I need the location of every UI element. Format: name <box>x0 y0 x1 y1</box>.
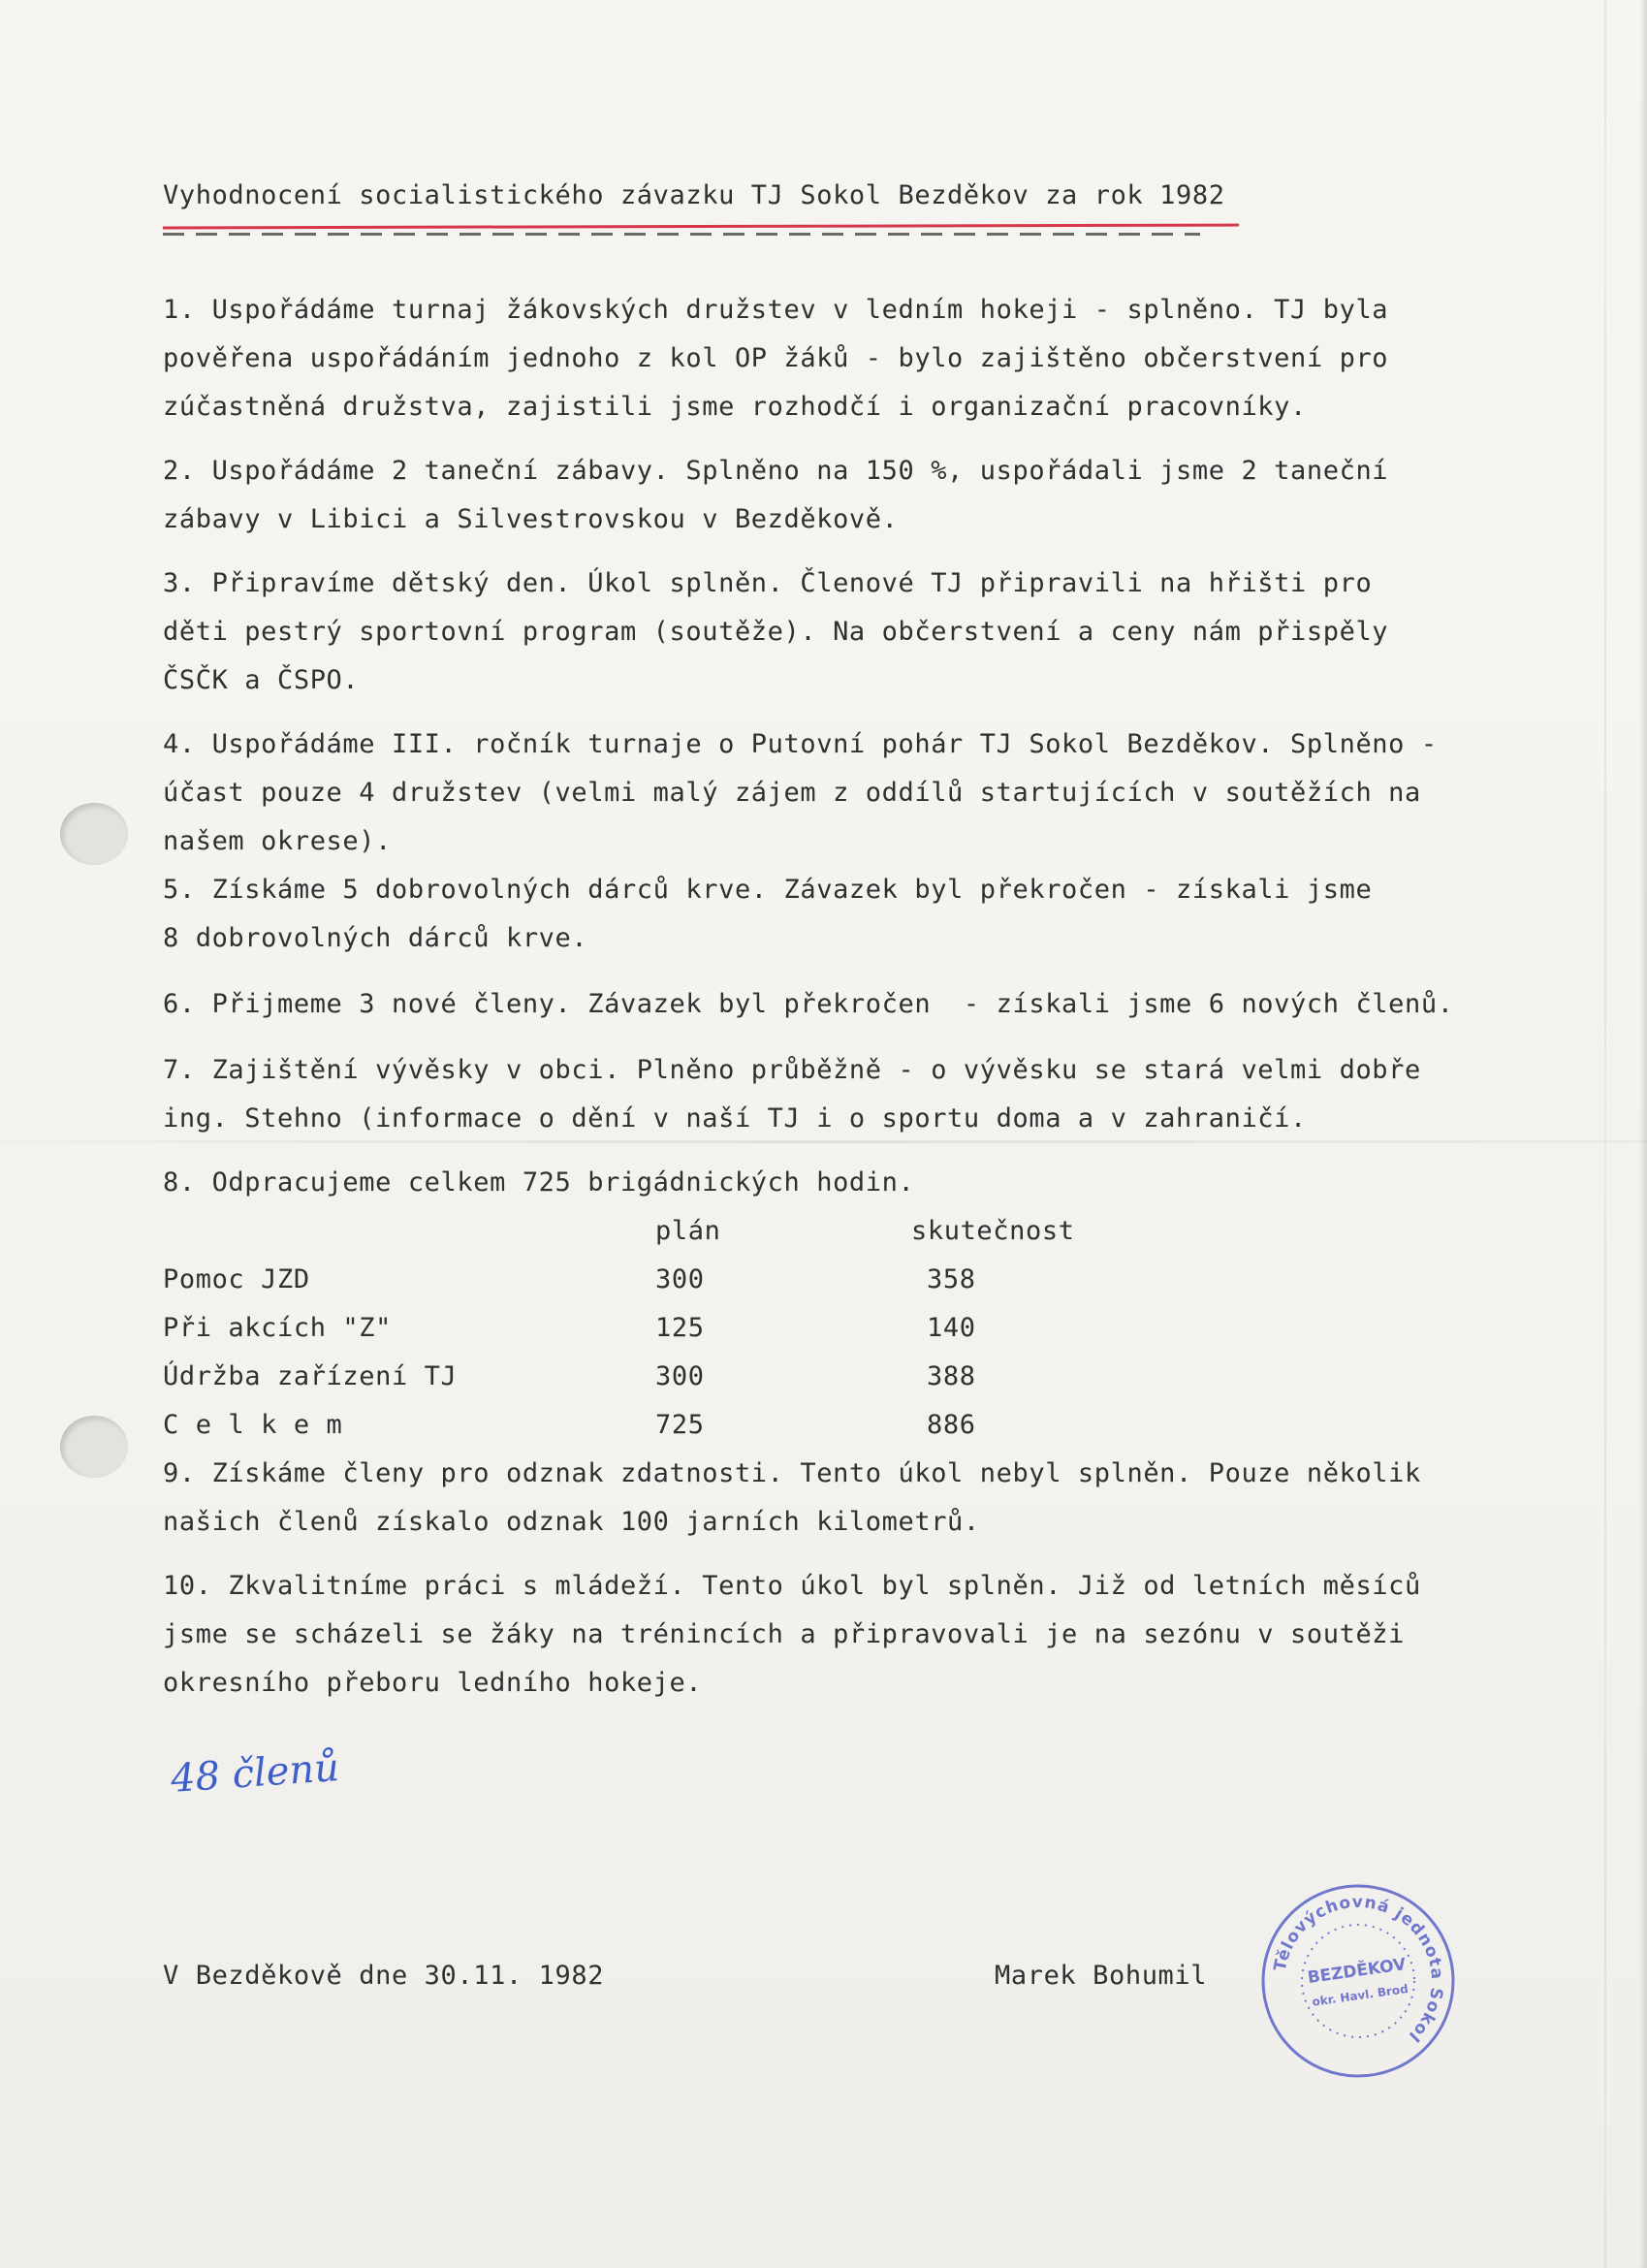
table-row-actual: 140 <box>927 1313 976 1343</box>
item-7-line-2: ing. Stehno (informace o dění v naší TJ i o sportu doma a v zahraničí. <box>163 1103 1307 1134</box>
handwritten-note: 48 členů <box>169 1744 341 1803</box>
title-underline-red <box>163 224 1239 230</box>
signature-name: Marek Bohumil <box>995 1961 1208 1991</box>
item-6-line-1: 6. Přijmeme 3 nové členy. Závazek byl překročen - získali jsme 6 nových členů. <box>163 989 1454 1019</box>
item-5-line-1: 5. Získáme 5 dobrovolných dárců krve. Závazek byl překročen - získali jsme <box>163 875 1373 905</box>
paper-fold-horizontal <box>0 1140 1647 1143</box>
punch-hole-bottom <box>60 1416 128 1478</box>
stamp-center-line-1: BEZDĚKOV <box>1306 1955 1408 1989</box>
table-header-actual: skutečnost <box>911 1216 1075 1246</box>
paper-edge-shadow <box>1639 0 1647 2268</box>
item-2-line-1: 2. Uspořádáme 2 taneční zábavy. Splněno na 150 %, uspořádali jsme 2 taneční <box>163 456 1389 486</box>
table-row-actual: 358 <box>927 1264 976 1294</box>
item-2-line-2: zábavy v Libici a Silvestrovskou v Bezděkově. <box>163 504 899 534</box>
table-row-plan: 125 <box>655 1313 705 1343</box>
item-10-line-1: 10. Zkvalitníme práci s mládeží. Tento úkol byl splněn. Již od letních měsíců <box>163 1571 1421 1601</box>
stamp-ring-text: Tělovýchovná jednota Sokol <box>1270 1892 1447 2047</box>
item-8-line-1: 8. Odpracujeme celkem 725 brigádnických hodin. <box>163 1167 915 1198</box>
item-1-line-1: 1. Uspořádáme turnaj žákovských družstev v ledním hokeji - splněno. TJ byla <box>163 295 1389 325</box>
item-4-line-3: našem okrese). <box>163 826 392 856</box>
table-header-plan: plán <box>655 1216 721 1246</box>
item-5-line-2: 8 dobrovolných dárců krve. <box>163 923 588 953</box>
table-row-total-label: C e l k e m <box>163 1410 343 1440</box>
table-row-plan: 300 <box>655 1264 705 1294</box>
organization-stamp <box>1256 1879 1460 2083</box>
table-row-total-plan: 725 <box>655 1410 705 1440</box>
table-row-actual: 388 <box>927 1361 976 1391</box>
item-7-line-1: 7. Zajištění vývěsky v obci. Plněno průběžně - o vývěsku se stará velmi dobře <box>163 1055 1421 1085</box>
item-3-line-1: 3. Připravíme dětský den. Úkol splněn. Členové TJ připravili na hřišti pro <box>163 568 1373 598</box>
title-underline-dashed <box>163 233 1200 236</box>
stamp-center-line-2: okr. Havl. Brod <box>1311 1981 1409 2009</box>
item-1-line-2: pověřena uspořádáním jednoho z kol OP žáků - bylo zajištěno občerstvení pro <box>163 343 1389 373</box>
item-10-line-2: jsme se scházeli se žáky na trénincích a připravovali je na sezónu v soutěži <box>163 1619 1406 1649</box>
item-3-line-3: ČSČK a ČSPO. <box>163 665 360 695</box>
table-row-label: Pomoc JZD <box>163 1264 310 1294</box>
table-row-plan: 300 <box>655 1361 705 1391</box>
punch-hole-top <box>60 803 128 865</box>
place-and-date: V Bezděkově dne 30.11. 1982 <box>163 1961 605 1991</box>
item-9-line-1: 9. Získáme členy pro odznak zdatnosti. Tento úkol nebyl splněn. Pouze několik <box>163 1458 1421 1488</box>
table-row-label: Při akcích "Z" <box>163 1313 392 1343</box>
document-title: Vyhodnocení socialistického závazku TJ Sokol Bezděkov za rok 1982 <box>163 180 1225 210</box>
item-3-line-2: děti pestrý sportovní program (soutěže). Na občerstvení a ceny nám přispěly <box>163 617 1389 647</box>
paper-fold-vertical <box>1604 0 1606 2268</box>
item-10-line-3: okresního přeboru ledního hokeje. <box>163 1668 703 1698</box>
item-1-line-3: zúčastněná družstva, zajistili jsme rozhodčí i organizační pracovníky. <box>163 392 1307 422</box>
item-4-line-1: 4. Uspořádáme III. ročník turnaje o Putovní pohár TJ Sokol Bezděkov. Splněno - <box>163 729 1438 759</box>
table-row-label: Údržba zařízení TJ <box>163 1361 458 1391</box>
table-row-total-actual: 886 <box>927 1410 976 1440</box>
item-4-line-2: účast pouze 4 družstev (velmi malý zájem z oddílů startujících v soutěžích na <box>163 778 1421 808</box>
item-9-line-2: našich členů získalo odznak 100 jarních kilometrů. <box>163 1507 980 1537</box>
